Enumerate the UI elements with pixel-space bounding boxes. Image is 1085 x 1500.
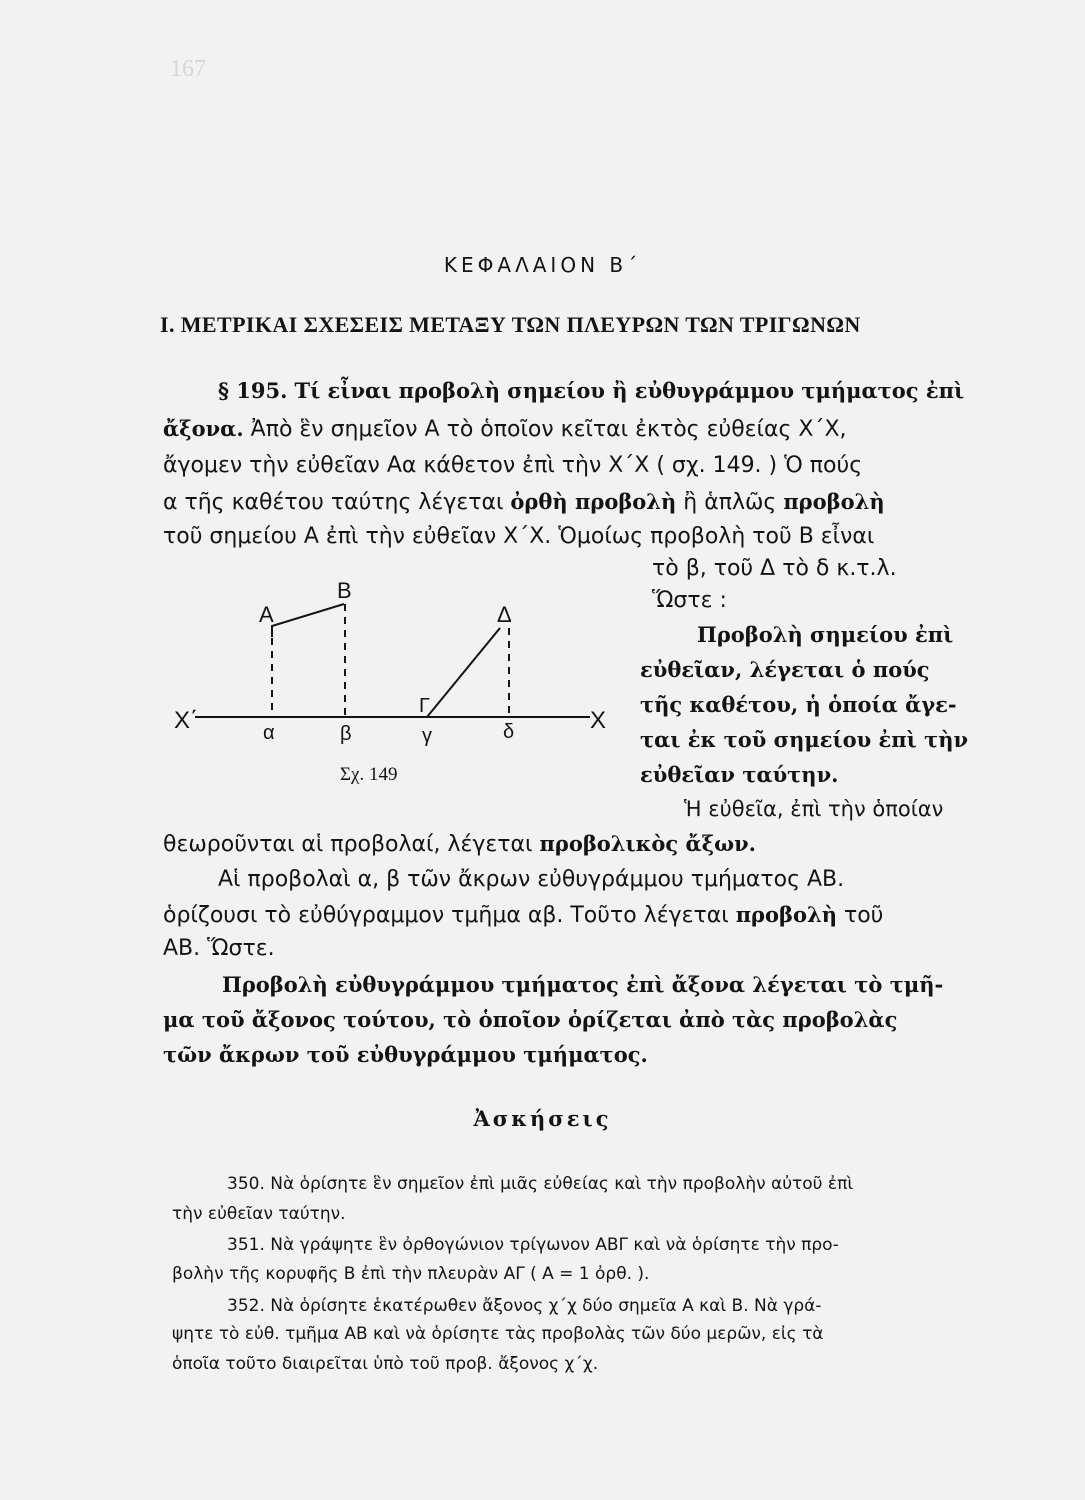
label-X-prime: Χ΄ [174,707,198,734]
page-number: 167 [170,56,206,82]
para-195-heading-cont: ἄξονα. [163,416,244,441]
segment-para-tail: τοῦ [836,903,884,928]
definition-2-line: μα τοῦ ἄξονος τούτου, τὸ ὁποῖον ὁρίζεται ἀπὸ τὰς προβολὰς [163,1007,898,1032]
axis-para-line-2 [163,829,756,860]
exercise-line: βολὴν τῆς κορυφῆς Β ἐπὶ τὴν πλευρὰν ΑΓ ( Α = 1 ὀρθ. ). [172,1264,650,1284]
segment-ab [272,604,344,637]
exercise-line: ψητε τὸ εὐθ. τμῆμα ΑΒ καὶ νὰ ὁρίσητε τὰς προβολὰς τῶν δύο μερῶν, εἰς τὰ [172,1324,824,1344]
term-projection-axis: προβολικὸς ἄξων. [539,831,756,856]
term-projection-2: προβολὴ [735,902,837,927]
exercise-line: 351. Νὰ γράψητε ἓν ὀρθογώνιον τρίγωνον ΑΒΓ καὶ νὰ ὁρίσητε τὴν προ- [227,1235,839,1255]
label-beta: β [340,723,352,745]
axis-para-text: θεωροῦνται αἱ προβολαί, λέγεται [163,832,540,857]
segment-para-line-2 [163,900,883,931]
figure-caption: Σχ. 149 [340,764,398,785]
para-195-line-4 [163,487,885,518]
segment-para-line-3: ΑΒ. Ὥστε. [163,936,275,961]
exercise-line: ὁποῖα τοῦτο διαιρεῖται ὑπὸ τοῦ προβ. ἄξονος χ΄χ. [172,1354,599,1374]
segment-para-text: ὁρίζουσι τὸ εὐθύγραμμον τμῆμα αβ. Τοῦτο λέγεται [163,903,736,928]
definition-1-line: ται ἐκ τοῦ σημείου ἐπὶ τὴν [640,727,969,752]
para-195-heading: Τί εἶναι προβολὴ σημείου ἢ εὐθυγράμμου τμήματος ἐπὶ [294,378,965,403]
label-D: Δ [497,602,512,627]
para-195-line-2 [163,414,847,445]
label-A: Α [259,602,274,627]
term-orthogonal-projection: ὀρθὴ προβολὴ [510,489,677,514]
definition-2-line: τῶν ἄκρων τοῦ εὐθυγράμμου τμήματος. [163,1042,648,1067]
exercises-heading: Ἀσκήσεις [473,1106,612,1131]
exercise-line: 352. Νὰ ὁρίσητε ἑκατέρωθεν ἄξονος χ΄χ δύο σημεῖα Α καὶ Β. Νὰ γρά- [227,1296,822,1316]
para-195-line-5: τοῦ σημείου Α ἐπὶ τὴν εὐθεῖαν Χ΄Χ. Ὁμοίως προβολὴ τοῦ Β εἶναι [163,524,875,549]
figure-149 [160,580,620,770]
segment-gamma-delta [427,628,500,717]
section-heading: Ι. ΜΕΤΡΙΚΑΙ ΣΧΕΣΕΙΣ ΜΕΤΑΞΥ ΤΩΝ ΠΛΕΥΡΩΝ ΤΩΝ ΤΡΙΓΩΝΩΝ [160,312,861,337]
definition-1-line: τῆς καθέτου, ἡ ὁποία ἄγε- [640,692,957,717]
segment-para-line-1: Αἱ προβολαὶ α, β τῶν ἄκρων εὐθυγράμμου τμήματος ΑΒ. [218,867,845,892]
term-projection: προβολὴ [783,489,885,514]
line-4-a: α τῆς καθέτου ταύτης λέγεται [163,490,511,515]
definition-1-line: εὐθεῖαν, λέγεται ὁ πούς [640,657,930,682]
para-195-heading-line-1 [218,376,964,407]
label-alpha: α [263,722,275,744]
exercise-line: τὴν εὐθεῖαν ταύτην. [172,1204,346,1224]
para-195-line-7: Ὥστε : [652,588,727,613]
exercise-line: 350. Νὰ ὁρίσητε ἓν σημεῖον ἐπὶ μιᾶς εὐθείας καὶ τὴν προβολὴν αὐτοῦ ἐπὶ [227,1174,854,1194]
para-195-number: § 195. [218,378,288,403]
definition-1-line: Προβολὴ σημείου ἐπὶ [697,622,954,647]
axis-para-line-1: Ἡ εὐθεῖα, ἐπὶ τὴν ὁποίαν [684,797,944,821]
label-B: Β [337,580,352,603]
para-195-line-6: τὸ β, τοῦ Δ τὸ δ κ.τ.λ. [652,556,897,581]
label-G-upper: Γ [419,695,431,717]
line-4-c: ἢ ἁπλῶς [676,490,784,515]
para-195-line-3: ἄγομεν τὴν εὐθεῖαν Αα κάθετον ἐπὶ τὴν Χ΄Χ ( σχ. 149. ) Ὁ πούς [163,453,863,478]
chapter-heading: ΚΕΦΑΛΑΙΟΝ Β΄ [443,253,642,277]
label-gamma: γ [422,725,432,747]
label-delta: δ [503,721,515,743]
definition-2-line: Προβολὴ εὐθυγράμμου τμήματος ἐπὶ ἄξονα λέγεται τὸ τμῆ- [222,972,944,997]
para-195-line-2-text: Ἀπὸ ἓν σημεῖον Α τὸ ὁποῖον κεῖται ἐκτὸς εὐθείας Χ΄Χ, [243,417,847,442]
definition-1-line: εὐθεῖαν ταύτην. [640,762,839,787]
label-X: Χ [590,707,607,734]
